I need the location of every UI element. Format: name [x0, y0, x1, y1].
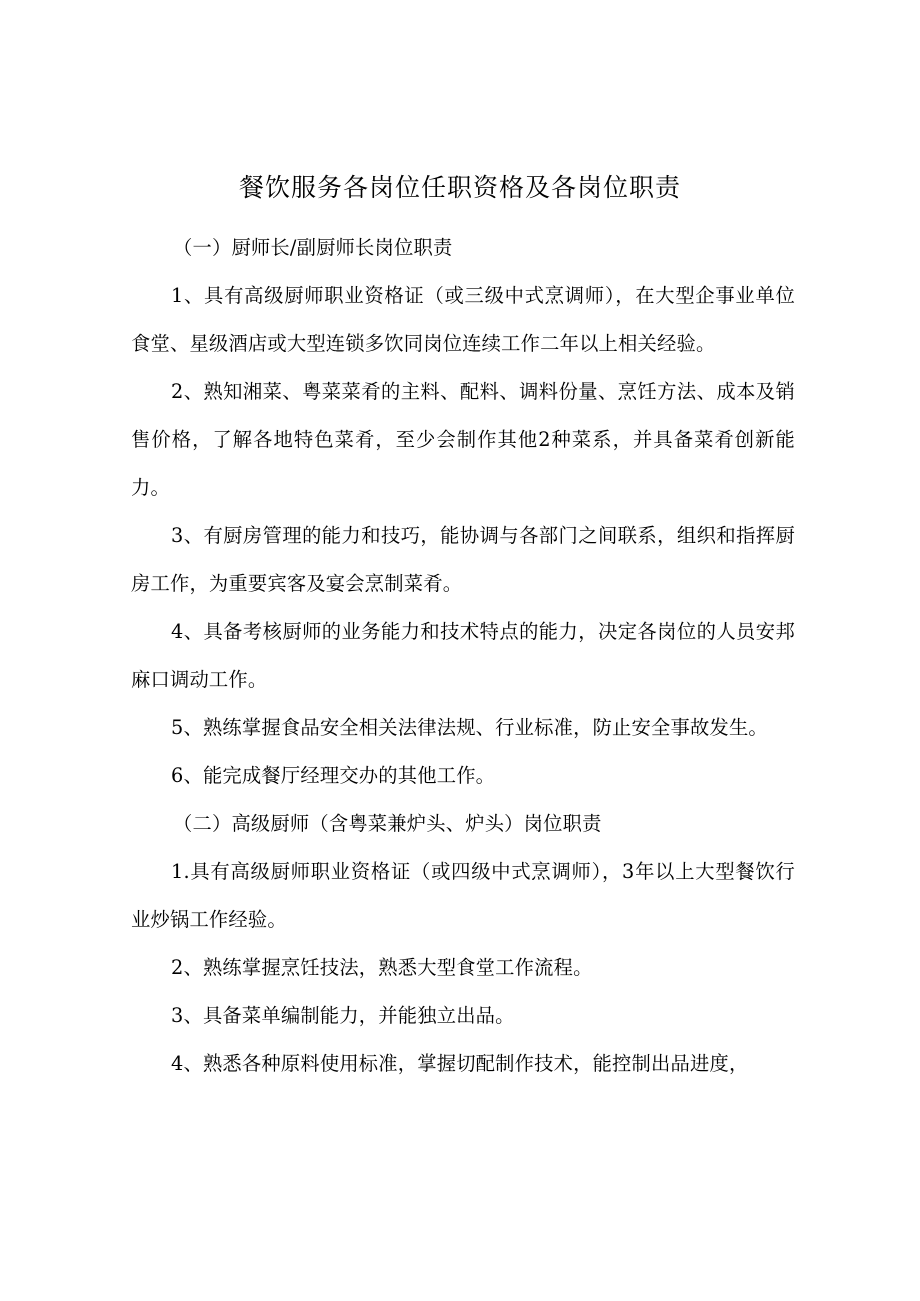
paragraph-1-6: 6、能完成餐厅经理交办的其他工作。 [171, 764, 496, 787]
paragraph-2-4: 4、熟悉各种原料使用标准，掌握切配制作技术，能控制出品进度， [171, 1052, 749, 1075]
document-body [131, 224, 795, 1088]
paragraph-2-1: 1.具有高级厨师职业资格证（或四级中式烹调师），3年以上大型餐饮行业炒锅工作经验。 [131, 860, 795, 931]
paragraph-1-5: 5、熟练掌握食品安全相关法律法规、行业标准，防止安全事故发生。 [171, 716, 768, 739]
document-title: 餐饮服务各岗位任职资格及各岗位职责 [238, 173, 681, 202]
section-heading-1: （一）厨师长/副厨师长岗位职责 [173, 236, 453, 259]
paragraph-1-1: 1、具有高级厨师职业资格证（或三级中式烹调师），在大型企事业单位食堂、星级酒店或大型连锁多饮同岗位连续工作二年以上相关经验。 [131, 284, 795, 355]
section-heading-2: （二）高级厨师（含粤菜兼炉头、炉头）岗位职责 [173, 812, 602, 835]
paragraph-1-2: 2、熟知湘菜、粤菜菜肴的主料、配料、调料份量、烹饪方法、成本及销售价格，了解各地特色菜肴，至少会制作其他2种菜系，并具备菜肴创新能力。 [131, 380, 795, 499]
paragraph-2-2: 2、熟练掌握烹饪技法，熟悉大型食堂工作流程。 [171, 956, 593, 979]
paragraph-1-3: 3、有厨房管理的能力和技巧，能协调与各部门之间联系，组织和指挥厨房工作，为重要宾客及宴会烹制菜肴。 [131, 524, 795, 595]
paragraph-1-4: 4、具备考核厨师的业务能力和技术特点的能力，决定各岗位的人员安邦麻口调动工作。 [131, 620, 795, 691]
paragraph-2-3: 3、具备菜单编制能力，并能独立出品。 [171, 1004, 515, 1027]
